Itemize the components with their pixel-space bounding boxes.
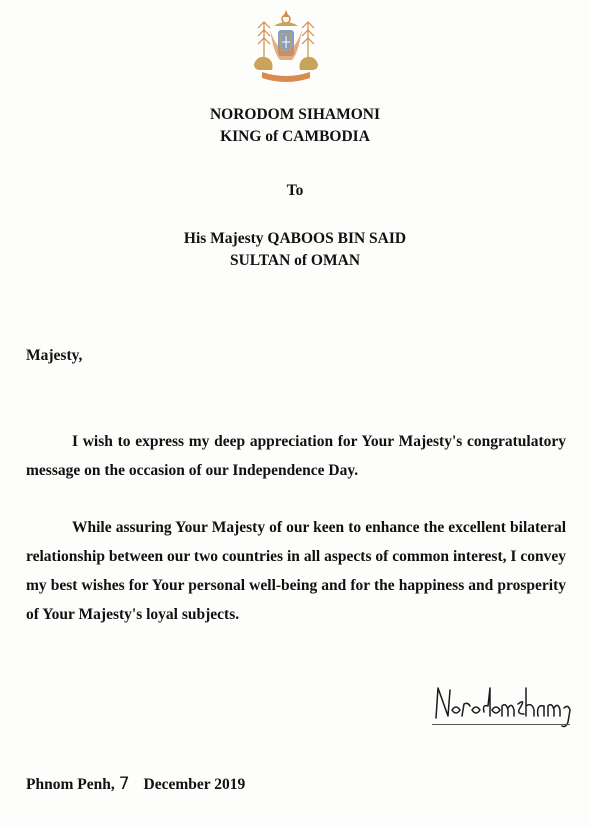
to-label: To — [286, 182, 304, 199]
paragraph-wishes: While assuring Your Majesty of our keen to enhance the excellent bilateral relationship between our two countries in all aspects of common interest, I convey my best wishes for Your personal well-being and for the happiness and prosperity of Your Majesty's loyal subjects. — [26, 519, 566, 623]
paragraph-appreciation: I wish to express my deep appreciation for Your Majesty's congratulatory message on the occasion of our Independence Day. — [26, 433, 566, 479]
sender-name: NORODOM SIHAMONI — [209, 106, 381, 123]
footer-place-date — [26, 774, 245, 794]
footer-place: Phnom Penh, — [26, 776, 115, 793]
royal-arms-of-cambodia-icon — [250, 8, 322, 86]
recipient-name: His Majesty QABOOS BIN SAID — [183, 230, 407, 247]
recipient-title: SULTAN of OMAN — [229, 252, 361, 269]
recipient-block — [0, 228, 590, 272]
salutation: Majesty, — [26, 347, 83, 364]
sender-block — [0, 104, 590, 148]
sender-title: KING of CAMBODIA — [220, 128, 370, 145]
footer-month-year: December 2019 — [143, 776, 246, 793]
footer-day-handwritten: 7 — [118, 774, 130, 794]
handwritten-signature — [432, 680, 578, 730]
signature-underline — [432, 724, 570, 725]
